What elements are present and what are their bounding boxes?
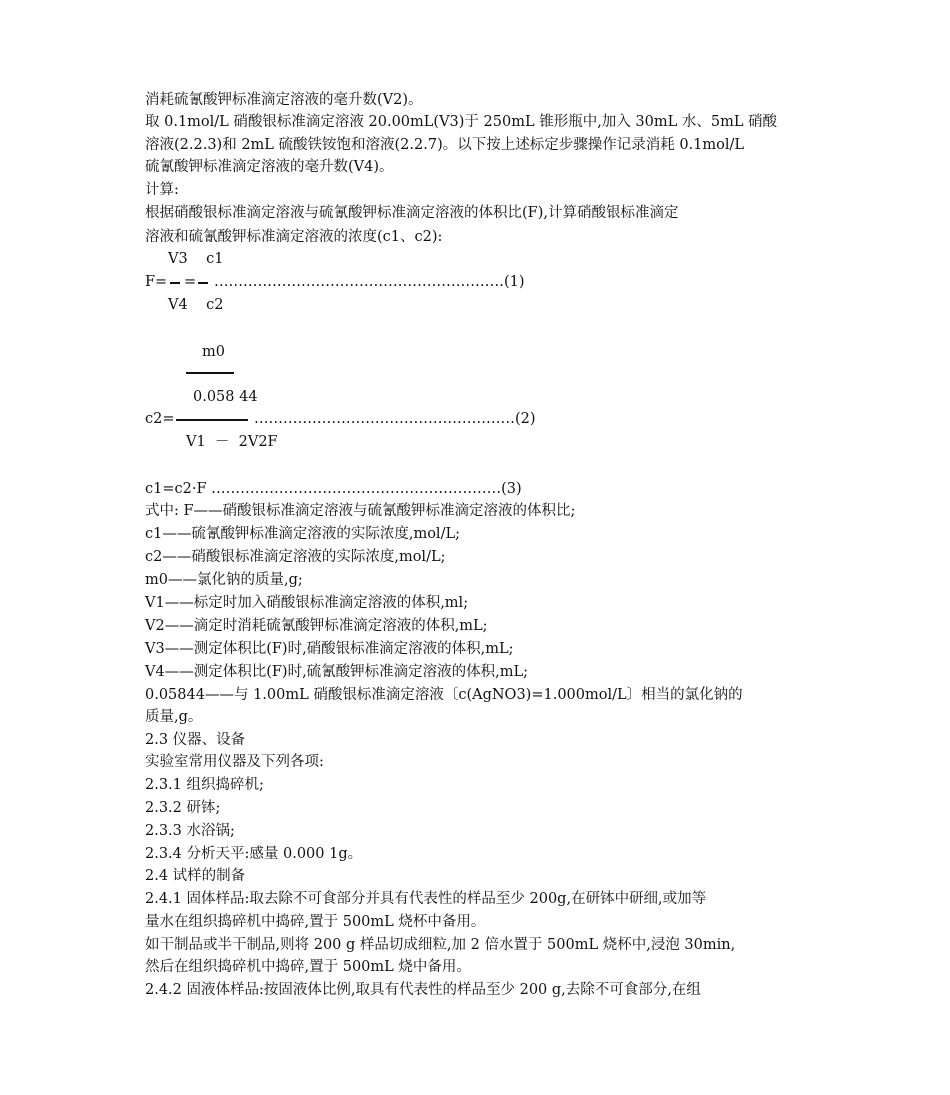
fraction-bar [186, 372, 234, 374]
formula-1-equals: = [184, 274, 197, 290]
calc-heading: 计算: [145, 182, 179, 198]
paragraph-line: 如干制品或半干制品,则将 200 g 样品切成细粒,加 2 倍水置于 500mL 烧杯中,浸泡 30min, [145, 937, 736, 953]
list-item: 2.3.3 水浴锅; [145, 823, 235, 839]
definition-item: V4——测定体积比(F)时,硫氰酸钾标准滴定溶液的体积,mL; [145, 664, 529, 680]
paragraph-line: 溶液(2.2.3)和 2mL 硫酸铁铵饱和溶液(2.2.7)。以下按上述标定步骤操作记录消耗 0.1mol/L [145, 137, 745, 153]
paragraph-line: 2.4.2 固液体样品:按固液体比例,取具有代表性的样品至少 200 g,去除不可食部分,在组 [145, 982, 701, 998]
formula-1-numerator: V3 c1 [168, 251, 224, 267]
definition-item: V2——滴定时消耗硫氰酸钾标准滴定溶液的体积,mL; [145, 618, 488, 634]
definition-item: V3——测定体积比(F)时,硝酸银标准滴定溶液的体积,mL; [145, 641, 514, 657]
definition-item: V1——标定时加入硝酸银标准滴定溶液的体积,ml; [145, 595, 469, 611]
paragraph-line: 然后在组织捣碎机中捣碎,置于 500mL 烧中备用。 [145, 959, 471, 975]
formula-1-lhs: F= [145, 274, 168, 290]
definition-item: 0.05844——与 1.00mL 硝酸银标准滴定溶液〔c(AgNO3)=1.000mol/L〕相当的氯化钠的 [145, 687, 743, 703]
formula-1-dots: ……………………………………………………(1) [214, 274, 525, 290]
formula-2-constant: 0.058 44 [193, 389, 258, 405]
paragraph-line: 量水在组织捣碎机中捣碎,置于 500mL 烧杯中备用。 [145, 914, 486, 930]
definition-item: c2——硝酸银标准滴定溶液的实际浓度,mol/L; [145, 549, 446, 565]
list-item: 2.3.4 分析天平:感量 0.000 1g。 [145, 846, 363, 862]
formula-2-lhs: c2= [145, 411, 175, 427]
section-heading: 2.3 仪器、设备 [145, 732, 246, 748]
fraction-bar [170, 282, 180, 284]
paragraph-line: 取 0.1mol/L 硝酸银标准滴定溶液 20.00mL(V3)于 250mL 锥形瓶中,加入 30mL 水、5mL 硝酸 [145, 114, 778, 130]
paragraph-line: 溶液和硫氰酸钾标准滴定溶液的浓度(c1、c2): [145, 229, 443, 245]
fraction-bar [198, 282, 208, 284]
formula-2-dots: ………………………………………………(2) [254, 411, 536, 427]
section-intro: 实验室常用仪器及下列各项: [145, 754, 324, 770]
list-item: 2.3.1 组织捣碎机; [145, 777, 264, 793]
formula-2-m0: m0 [202, 344, 225, 360]
paragraph-line: 根据硝酸银标准滴定溶液与硫氰酸钾标准滴定溶液的体积比(F),计算硝酸银标准滴定 [145, 205, 679, 221]
formula-2-denominator: V1 － 2V2F [186, 434, 278, 450]
formula-1-denominator: V4 c2 [168, 297, 224, 313]
definition-item: c1——硫氰酸钾标准滴定溶液的实际浓度,mol/L; [145, 526, 460, 542]
paragraph-line: 2.4.1 固体样品:取去除不可食部分并具有代表性的样品至少 200g,在研钵中研细,或加等 [145, 891, 707, 907]
list-item: 2.3.2 研钵; [145, 800, 221, 816]
fraction-bar [176, 419, 248, 421]
definition-item: 式中: F——硝酸银标准滴定溶液与硫氰酸钾标准滴定溶液的体积比; [145, 503, 576, 519]
paragraph-line: 消耗硫氰酸钾标准滴定溶液的毫升数(V2)。 [145, 92, 423, 108]
definition-item: m0——氯化钠的质量,g; [145, 572, 303, 588]
section-heading: 2.4 试样的制备 [145, 868, 246, 884]
paragraph-line: 硫氰酸钾标准滴定溶液的毫升数(V4)。 [145, 159, 394, 175]
definition-item: 质量,g。 [145, 709, 203, 725]
formula-3: c1=c2·F ……………………………………………………(3) [145, 481, 522, 497]
